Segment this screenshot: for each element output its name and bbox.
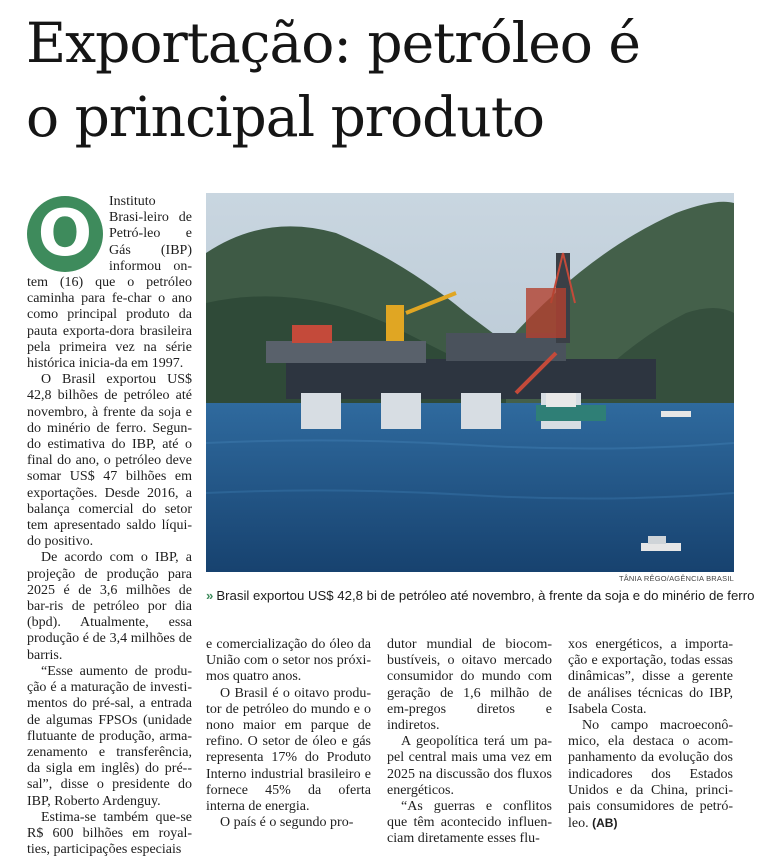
- photo-caption: [206, 588, 755, 603]
- article-column-3: [387, 637, 552, 848]
- article-column-1: [27, 194, 192, 858]
- headline-line-2: o principal produto: [26, 85, 545, 149]
- paragraph: A geopolítica terá um pa-pel central mais uma vez em 2025 na discussão dos fluxos energéticos.: [387, 734, 552, 798]
- paragraph: [568, 718, 733, 832]
- headline-line-1: Exportação: petróleo é: [26, 11, 640, 75]
- paragraph: De acordo com o IBP, a projeção de produção para 2025 é de 3,6 milhões de bar-ris de petróleo por dia (bpd). Atualmente, essa produção é de 3,4 milhões de barris.: [27, 550, 192, 663]
- paragraph: O país é o segundo pro-: [220, 815, 354, 831]
- article-column-2: [206, 637, 371, 831]
- paragraph: “Esse aumento de produ-ção é a maturação de investi-mentos do pré-sal, a entrada de algumas FPSOs (unidade flutuante de produção, arma-zenamento e transferência, da sigla em inglês) do pré--sal”, disse o presidente do IBP, Roberto Ardenguy.: [27, 663, 192, 809]
- paragraph: “As guerras e conflitos que têm acontecido influen-ciam diretamente esses flu-: [387, 799, 552, 847]
- photo-credit: TÂNIA RÊGO/AGÊNCIA BRASIL: [618, 574, 734, 583]
- caption-arrows-icon: »: [206, 588, 214, 603]
- paragraph: Estima-se também que-se R$ 600 bilhões em royal-ties, participações especiais: [27, 809, 192, 858]
- article-column-4: [568, 637, 733, 832]
- article-photo-oil-platform: [206, 193, 734, 572]
- headline: [26, 6, 756, 154]
- paragraph: Instituto Brasi-leiro de Petró-leo e Gás (IBP) informou on-tem (16) que o petróleo caminha para fe-char o ano como principal produto da pauta exporta-dora brasileira pela primeira vez na série histórica inicia-da em 1997.: [27, 194, 192, 372]
- paragraph: xos energéticos, a importa-ção e exportação, todas essas dinâmicas”, disse a gerente de análises técnicas do IBP, Isabela Costa.: [568, 637, 733, 717]
- paragraph: O Brasil exportou US$ 42,8 bilhões de petróleo até novembro, à frente da soja e do minério de ferro. Segun-do estimativa do IBP, até o final do ano, o petróleo deve somar US$ 47 bilhões em exportações. Desde 2016, a balança comercial do setor tem apresentado saldo líqui-do positivo.: [27, 372, 192, 550]
- dropcap-o: O: [27, 196, 103, 272]
- caption-text: Brasil exportou US$ 42,8 bi de petróleo até novembro, à frente da soja e do minério de ferro: [216, 588, 755, 603]
- paragraph: O Brasil é o oitavo produ-tor de petróleo do mundo e o nono maior em parque de refino. O setor de óleo e gás representa 17% do Produto Interno industrial brasileiro e fornece 45% da oferta interna de energia.: [206, 685, 371, 815]
- paragraph: dutor mundial de biocom-bustíveis, o oitavo mercado consumidor do mundo com geração de 1,6 milhão de em-pregos diretos e indiretos.: [387, 637, 552, 734]
- paragraph: e comercialização do óleo da União com o setor nos próxi-mos quatro anos.: [206, 637, 371, 685]
- paragraph-text: No campo macroeconô-mico, ela destaca o acom-panhamento da evolução dos indicadores dos Estados Unidos e da China, princi-pais consumidores de petró-leo.: [568, 718, 733, 832]
- author-signature: (AB): [592, 816, 618, 831]
